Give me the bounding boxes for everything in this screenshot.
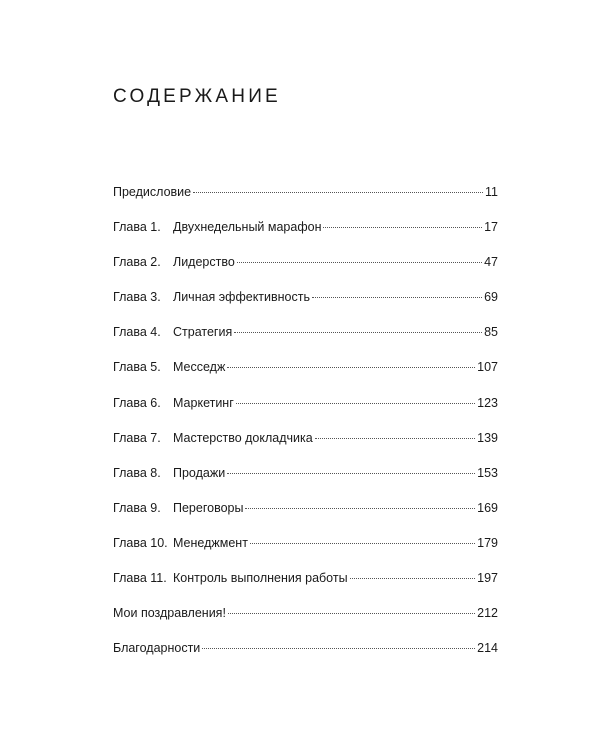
toc-entry-page: 69 (484, 290, 498, 305)
toc-entry-number: Глава 8. (113, 465, 161, 480)
toc-leader-dots (312, 297, 482, 298)
toc-entry-number: Глава 9. (113, 500, 161, 515)
toc-entry[interactable] (113, 569, 498, 604)
toc-entry-title: Переговоры (173, 500, 244, 515)
toc-entry-page: 11 (485, 185, 498, 199)
toc-leader-dots (237, 262, 482, 263)
toc-entry[interactable] (113, 534, 498, 569)
toc-entry-number: Глава 11. (113, 571, 167, 586)
toc-leader-dots (227, 473, 475, 474)
toc-entry[interactable] (113, 183, 498, 218)
toc-entry-page: 212 (477, 606, 498, 621)
toc-entry[interactable] (113, 429, 498, 464)
toc-entry[interactable] (113, 499, 498, 534)
toc-leader-dots (228, 613, 475, 614)
toc-entry-page: 107 (477, 360, 498, 375)
toc-entry-title: Благодарности (113, 641, 201, 656)
toc-entry-page: 179 (477, 535, 498, 550)
toc-entry-title: Стратегия (173, 325, 233, 340)
toc-entry-page: 214 (477, 641, 498, 656)
page-title: СОДЕРЖАНИЕ (113, 86, 281, 107)
toc-leader-dots (236, 403, 475, 404)
toc-entry-title: Предисловие (113, 185, 192, 199)
toc-entry[interactable] (113, 288, 498, 323)
toc-leader-dots (315, 438, 475, 439)
toc-entry-title: Маркетинг (173, 395, 234, 410)
toc-leader-dots (250, 543, 475, 544)
toc-entry[interactable] (113, 464, 498, 499)
toc-entry-title: Месседж (173, 360, 226, 375)
toc-entry-title: Двухнедельный марафон (173, 220, 322, 235)
toc-entry-page: 197 (477, 571, 498, 586)
toc-leader-dots (323, 227, 482, 228)
toc-entry[interactable] (113, 218, 498, 253)
toc-entry-number: Глава 6. (113, 395, 161, 410)
toc-entry-page: 123 (477, 395, 498, 410)
toc-entry-number: Глава 7. (113, 430, 161, 445)
toc-entry-title: Лидерство (173, 255, 235, 270)
toc-leader-dots (234, 332, 482, 333)
toc-entry-page: 85 (484, 325, 498, 340)
toc-entry[interactable] (113, 639, 498, 674)
toc-entry-page: 17 (484, 220, 498, 235)
toc-entry[interactable] (113, 394, 498, 429)
toc-entry-number: Глава 10. (113, 535, 168, 550)
toc-entry-title: Мои поздравления! (113, 606, 226, 621)
toc-leader-dots (193, 192, 483, 193)
toc-entry[interactable] (113, 253, 498, 288)
toc-leader-dots (202, 648, 475, 649)
toc-entry-title: Продажи (173, 465, 226, 480)
toc-entry-number: Глава 1. (113, 220, 161, 235)
toc-entry-number: Глава 2. (113, 255, 161, 270)
toc-entry[interactable] (113, 358, 498, 393)
toc-entry-page: 139 (477, 430, 498, 445)
toc-entry-title: Мастерство докладчика (173, 430, 313, 445)
toc-leader-dots (227, 367, 475, 368)
toc-entry-page: 169 (477, 500, 498, 515)
toc-entry-title: Менеджмент (173, 535, 248, 550)
toc-entry-number: Глава 4. (113, 325, 161, 340)
toc-leader-dots (350, 578, 476, 579)
toc-entry[interactable] (113, 604, 498, 639)
toc-entry-number: Глава 3. (113, 290, 161, 305)
toc-entry-title: Личная эффективность (173, 290, 310, 305)
toc-entry[interactable] (113, 323, 498, 358)
toc-entry-title: Контроль выполнения работы (173, 571, 348, 586)
toc-entry-page: 153 (477, 465, 498, 480)
table-of-contents (113, 183, 498, 674)
toc-leader-dots (245, 508, 475, 509)
toc-entry-page: 47 (484, 255, 498, 270)
toc-entry-number: Глава 5. (113, 360, 161, 375)
